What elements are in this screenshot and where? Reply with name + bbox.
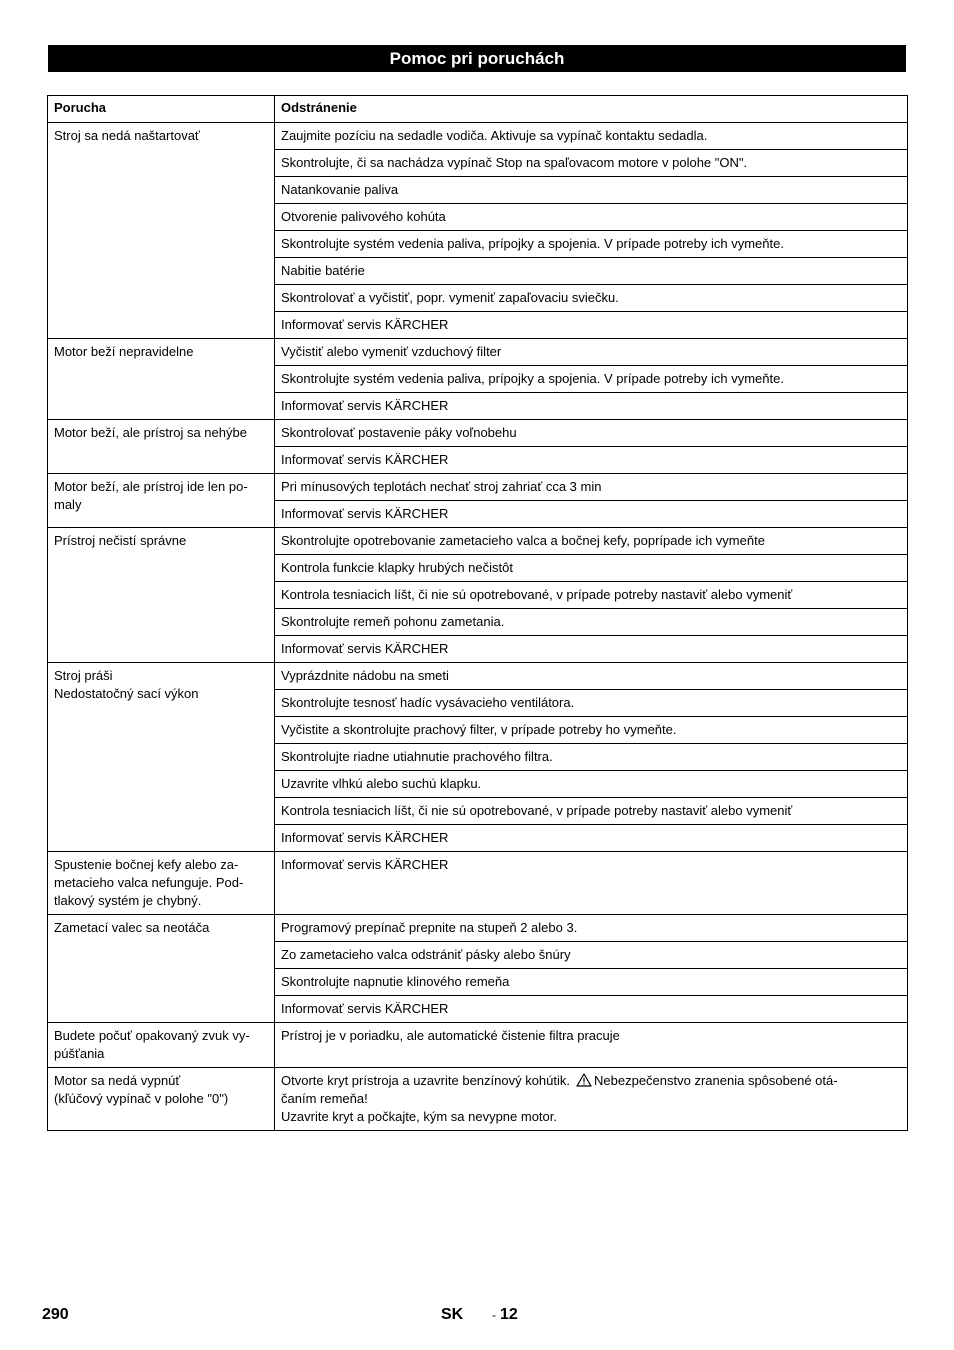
remedy-cell: Vyčistiť alebo vymeniť vzduchový filter <box>275 339 908 366</box>
remedy-cell: Skontrolujte systém vedenia paliva, prípojky a spojenia. V prípade potreby ich vymeňte. <box>275 366 908 393</box>
fault-cell <box>48 852 275 915</box>
remedy-text: Otvorte kryt prístroja a uzavrite benzínový kohútik. <box>281 1073 571 1088</box>
remedy-cell: Skontrolovať a vyčistiť, popr. vymeniť zapaľovaciu sviečku. <box>275 285 908 312</box>
remedy-cell: Informovať servis KÄRCHER <box>275 636 908 663</box>
remedy-cell: Uzavrite vlhkú alebo suchú klapku. <box>275 771 908 798</box>
remedy-cell: Informovať servis KÄRCHER <box>275 852 908 915</box>
fault-cell <box>48 915 275 1023</box>
fault-cell <box>48 1023 275 1068</box>
remedy-cell: Vyčistite a skontrolujte prachový filter, v prípade potreby ho vymeňte. <box>275 717 908 744</box>
fault-cell <box>48 474 275 528</box>
remedy-cell <box>275 1068 908 1131</box>
remedy-cell: Skontrolujte remeň pohonu zametania. <box>275 609 908 636</box>
fault-text: metacieho valca nefunguje. Pod- <box>54 875 244 890</box>
remedy-cell: Skontrolujte riadne utiahnutie prachového filtra. <box>275 744 908 771</box>
remedy-cell: Skontrolujte tesnosť hadíc vysávacieho ventilátora. <box>275 690 908 717</box>
remedy-cell: Natankovanie paliva <box>275 177 908 204</box>
fault-text: Budete počuť opakovaný zvuk vy- <box>54 1028 250 1043</box>
remedy-cell: Informovať servis KÄRCHER <box>275 501 908 528</box>
remedy-cell: Skontrolujte systém vedenia paliva, prípojky a spojenia. V prípade potreby ich vymeňte. <box>275 231 908 258</box>
troubleshooting-table <box>47 95 908 1131</box>
sub-page <box>492 1306 518 1324</box>
remedy-cell: Kontrola tesniacich líšt, či nie sú opotrebované, v prípade potreby nastaviť alebo vymeniť <box>275 798 908 825</box>
remedy-cell: Informovať servis KÄRCHER <box>275 312 908 339</box>
remedy-cell: Zo zametacieho valca odstrániť pásky alebo šnúry <box>275 942 908 969</box>
header-fault: Porucha <box>48 96 275 123</box>
remedy-cell: Kontrola tesniacich líšt, či nie sú opotrebované, v prípade potreby nastaviť alebo vymeniť <box>275 582 908 609</box>
fault-text: Motor beží, ale prístroj sa nehýbe <box>54 425 247 440</box>
remedy-cell: Skontrolovať postavenie páky voľnobehu <box>275 420 908 447</box>
header-remedy: Odstránenie <box>275 96 908 123</box>
language-code: SK <box>441 1306 464 1323</box>
fault-text: Nedostatočný sací výkon <box>54 686 199 701</box>
remedy-cell: Nabitie batérie <box>275 258 908 285</box>
remedy-text: čaním remeňa! <box>281 1091 368 1106</box>
fault-cell <box>48 123 275 339</box>
fault-cell <box>48 663 275 852</box>
table-row <box>48 339 908 366</box>
fault-text: tlakový systém je chybný. <box>54 893 202 908</box>
fault-cell <box>48 1068 275 1131</box>
remedy-text: Nebezpečenstvo zranenia spôsobené otá- <box>594 1073 838 1088</box>
fault-text: Zametací valec sa neotáča <box>54 920 210 935</box>
table-row <box>48 1023 908 1068</box>
fault-text: Motor beží nepravidelne <box>54 344 194 359</box>
remedy-text: Uzavrite kryt a počkajte, kým sa nevypne motor. <box>281 1109 557 1124</box>
remedy-cell: Skontrolujte opotrebovanie zametacieho valca a bočnej kefy, poprípade ich vymeňte <box>275 528 908 555</box>
fault-cell <box>48 420 275 474</box>
remedy-cell: Otvorenie palivového kohúta <box>275 204 908 231</box>
remedy-cell: Kontrola funkcie klapky hrubých nečistôt <box>275 555 908 582</box>
remedy-cell: Zaujmite pozíciu na sedadle vodiča. Aktivuje sa vypínač kontaktu sedadla. <box>275 123 908 150</box>
remedy-cell: Pri mínusových teplotách nechať stroj zahriať cca 3 min <box>275 474 908 501</box>
remedy-cell: Informovať servis KÄRCHER <box>275 825 908 852</box>
fault-text: (kľúčový vypínač v polohe "0") <box>54 1091 229 1106</box>
remedy-cell: Vyprázdnite nádobu na smeti <box>275 663 908 690</box>
fault-text: Spustenie bočnej kefy alebo za- <box>54 857 239 872</box>
remedy-cell: Informovať servis KÄRCHER <box>275 447 908 474</box>
fault-text: Stroj práši <box>54 668 113 683</box>
warning-triangle-icon <box>576 1073 592 1087</box>
table-row <box>48 420 908 447</box>
remedy-cell: Informovať servis KÄRCHER <box>275 393 908 420</box>
sub-page-dash: - <box>492 1308 496 1322</box>
page-title: Pomoc pri poruchách <box>48 45 906 72</box>
page-number: 290 <box>42 1306 69 1323</box>
table-header-row <box>48 96 908 123</box>
table-row <box>48 474 908 501</box>
table-row <box>48 915 908 942</box>
remedy-cell: Skontrolujte, či sa nachádza vypínač Stop na spaľovacom motore v polohe "ON". <box>275 150 908 177</box>
fault-text: púšťania <box>54 1046 105 1061</box>
table-row <box>48 852 908 915</box>
table-row <box>48 528 908 555</box>
remedy-cell: Prístroj je v poriadku, ale automatické čistenie filtra pracuje <box>275 1023 908 1068</box>
fault-text: Motor sa nedá vypnúť <box>54 1073 181 1088</box>
fault-cell <box>48 339 275 420</box>
fault-text: Motor beží, ale prístroj ide len po- <box>54 479 248 494</box>
sub-page-number: 12 <box>500 1306 518 1323</box>
table-body <box>48 123 908 1131</box>
table-row <box>48 123 908 150</box>
remedy-cell: Programový prepínač prepnite na stupeň 2 alebo 3. <box>275 915 908 942</box>
remedy-cell: Skontrolujte napnutie klinového remeňa <box>275 969 908 996</box>
fault-cell <box>48 528 275 663</box>
fault-text: Stroj sa nedá naštartovať <box>54 128 200 143</box>
remedy-cell: Informovať servis KÄRCHER <box>275 996 908 1023</box>
table-row <box>48 663 908 690</box>
fault-text: maly <box>54 497 82 512</box>
table-row <box>48 1068 908 1131</box>
fault-text: Prístroj nečistí správne <box>54 533 187 548</box>
